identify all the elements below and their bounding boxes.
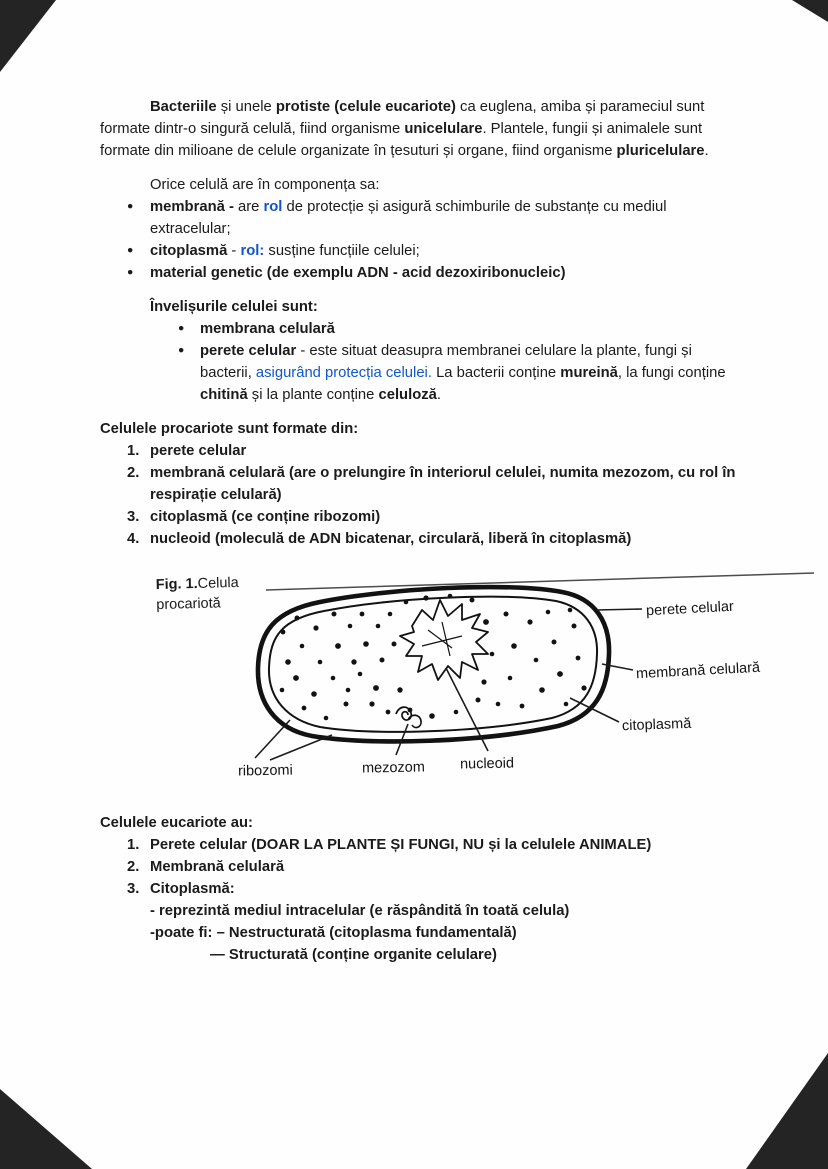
envelopes-heading bbox=[100, 296, 738, 318]
list-item-material-genetic bbox=[100, 262, 738, 284]
numbered-item bbox=[100, 878, 738, 900]
figure-caption-line1 bbox=[155, 573, 239, 595]
item-text: citoplasmă (ce conține ribozomi) bbox=[150, 509, 381, 525]
text-run-bold: membrană - bbox=[150, 199, 238, 215]
text-run-bold: Celulele procariote sunt formate din: bbox=[100, 421, 359, 437]
item-number: 2. bbox=[127, 465, 140, 481]
item-text: perete celular bbox=[150, 443, 247, 459]
prokaryote-list bbox=[100, 440, 738, 550]
label-mezozom: mezozom bbox=[361, 759, 425, 777]
list-item-text bbox=[150, 199, 667, 237]
text-run: de protecție și asigură schimburile de substanțe cu mediul extracelular; bbox=[150, 199, 667, 237]
text-run: La bacterii conține bbox=[431, 365, 561, 381]
figure-1-prokaryotic-cell bbox=[90, 570, 814, 796]
bullet-icon: ● bbox=[178, 322, 185, 334]
envelopes-list bbox=[100, 318, 738, 406]
label-perete-celular: perete celular bbox=[645, 598, 735, 620]
text-run: . Plantele, fungii și animalele sunt formate din milioane de celule organizate în țesuturi și organe, fiind organisme bbox=[100, 121, 703, 159]
list-item-citoplasma bbox=[100, 240, 738, 262]
spacer bbox=[100, 284, 738, 296]
bullet-icon: ● bbox=[127, 244, 134, 256]
text-run: - bbox=[227, 243, 241, 259]
numbered-item bbox=[100, 528, 738, 550]
bullet-icon: ● bbox=[178, 344, 185, 356]
list-item-text bbox=[200, 321, 335, 337]
eukaryote-list bbox=[100, 834, 738, 900]
list-item-perete-celular bbox=[100, 340, 738, 406]
item-text: Membrană celulară bbox=[150, 859, 285, 875]
figure-caption bbox=[155, 573, 239, 615]
intro-paragraph bbox=[100, 96, 738, 162]
text-run-blue: rol: bbox=[240, 243, 265, 259]
text-run-bold: celuloză bbox=[378, 387, 437, 403]
text-run: - este situat deasupra membranei celulare la plante, fungi și bacterii, bbox=[200, 343, 692, 381]
eukaryote-heading bbox=[100, 812, 738, 834]
spacer bbox=[100, 162, 738, 174]
item-number: 4. bbox=[127, 531, 140, 547]
list-item-text bbox=[200, 343, 726, 403]
text-run-bold: Celulele eucariote au: bbox=[100, 815, 253, 831]
scan-shadow-corner-bottom-left bbox=[0, 1089, 92, 1169]
numbered-item bbox=[100, 856, 738, 878]
text-run-bold: material genetic (de exemplu ADN - acid dezoxiribonucleic) bbox=[150, 265, 566, 281]
text-run-bold: perete celular bbox=[200, 343, 297, 359]
figure-number: Fig. 1. bbox=[155, 575, 198, 594]
spacer bbox=[100, 406, 738, 418]
text-run-bold: membrana celulară bbox=[200, 321, 335, 337]
text-run: ca euglena, amiba și parameciul sunt formate dintr-o singură celulă, fiind organisme bbox=[100, 99, 705, 137]
item-text: nucleoid (moleculă de ADN bicatenar, circulară, liberă în citoplasmă) bbox=[150, 531, 632, 547]
cell-components-intro: Orice celulă are în componența sa: bbox=[150, 177, 380, 193]
text-run-bold: pluricelulare bbox=[616, 143, 705, 159]
bullet-icon: ● bbox=[127, 266, 134, 278]
cytoplasm-note-2: -poate fi: – Nestructurată (citoplasma fundamentală) bbox=[150, 925, 517, 941]
text-run-bold: citoplasmă bbox=[150, 243, 228, 259]
label-ribozomi: ribozomi bbox=[237, 762, 293, 780]
label-citoplasma: citoplasmă bbox=[621, 715, 692, 735]
item-text: membrană celulară (are o prelungire în interiorul celulei, numita mezozom, cu rol în respirație celulară) bbox=[150, 465, 736, 503]
text-run-bold: protiste (celule eucariote) bbox=[275, 99, 456, 115]
label-nucleoid: nucleoid bbox=[459, 755, 515, 773]
text-run: are bbox=[238, 199, 264, 215]
numbered-item bbox=[100, 462, 738, 506]
item-number: 1. bbox=[127, 443, 140, 459]
list-item-membrana bbox=[100, 196, 738, 240]
bullet-icon: ● bbox=[127, 200, 134, 212]
text-run-blue: asigurând protecția celulei. bbox=[255, 365, 432, 381]
text-run-bold: Învelișurile celulei sunt: bbox=[150, 299, 318, 315]
text-run-bold: Bacteriile bbox=[150, 99, 217, 115]
numbered-item bbox=[100, 834, 738, 856]
prokaryote-heading bbox=[100, 418, 738, 440]
text-run: și unele bbox=[216, 99, 276, 115]
text-run-bold: mureină bbox=[560, 365, 618, 381]
numbered-item bbox=[100, 506, 738, 528]
item-text: Perete celular (DOAR LA PLANTE ȘI FUNGI, NU și la celulele ANIMALE) bbox=[150, 837, 652, 853]
item-number: 1. bbox=[127, 837, 140, 853]
text-run: și la plante conține bbox=[247, 387, 379, 403]
item-number: 3. bbox=[127, 881, 140, 897]
scan-shadow-corner-bottom-right bbox=[746, 1053, 828, 1169]
scan-shadow-corner-top-right bbox=[792, 0, 828, 22]
document-content bbox=[100, 96, 761, 966]
cytoplasm-note-1: - reprezintă mediul intracelular (e răspândită în toată celula) bbox=[150, 903, 570, 919]
text-run: susține funcțiile celulei; bbox=[264, 243, 420, 259]
text-run-bold: unicelulare bbox=[404, 121, 483, 137]
cell-components-list bbox=[100, 196, 738, 284]
item-text: Citoplasmă: bbox=[150, 881, 235, 897]
text-run: , la fungi conține bbox=[617, 365, 726, 381]
figure-caption-line2: procariotă bbox=[156, 595, 221, 614]
figure-caption-text: Celula bbox=[197, 574, 239, 592]
text-run-blue: rol bbox=[263, 199, 283, 215]
text-run: . bbox=[704, 143, 709, 159]
item-number: 2. bbox=[127, 859, 140, 875]
scan-shadow-corner-top-left bbox=[0, 0, 56, 72]
label-membrana-celulara: membrană celulară bbox=[635, 659, 761, 683]
item-number: 3. bbox=[127, 509, 140, 525]
list-item-membrana-celulara bbox=[100, 318, 738, 340]
text-run: . bbox=[436, 387, 441, 403]
list-item-text bbox=[150, 265, 566, 281]
text-run-bold: chitină bbox=[200, 387, 248, 403]
cytoplasm-note-3: — Structurată (conține organite celulare) bbox=[210, 947, 497, 963]
list-item-text bbox=[150, 243, 420, 259]
numbered-item bbox=[100, 440, 738, 462]
